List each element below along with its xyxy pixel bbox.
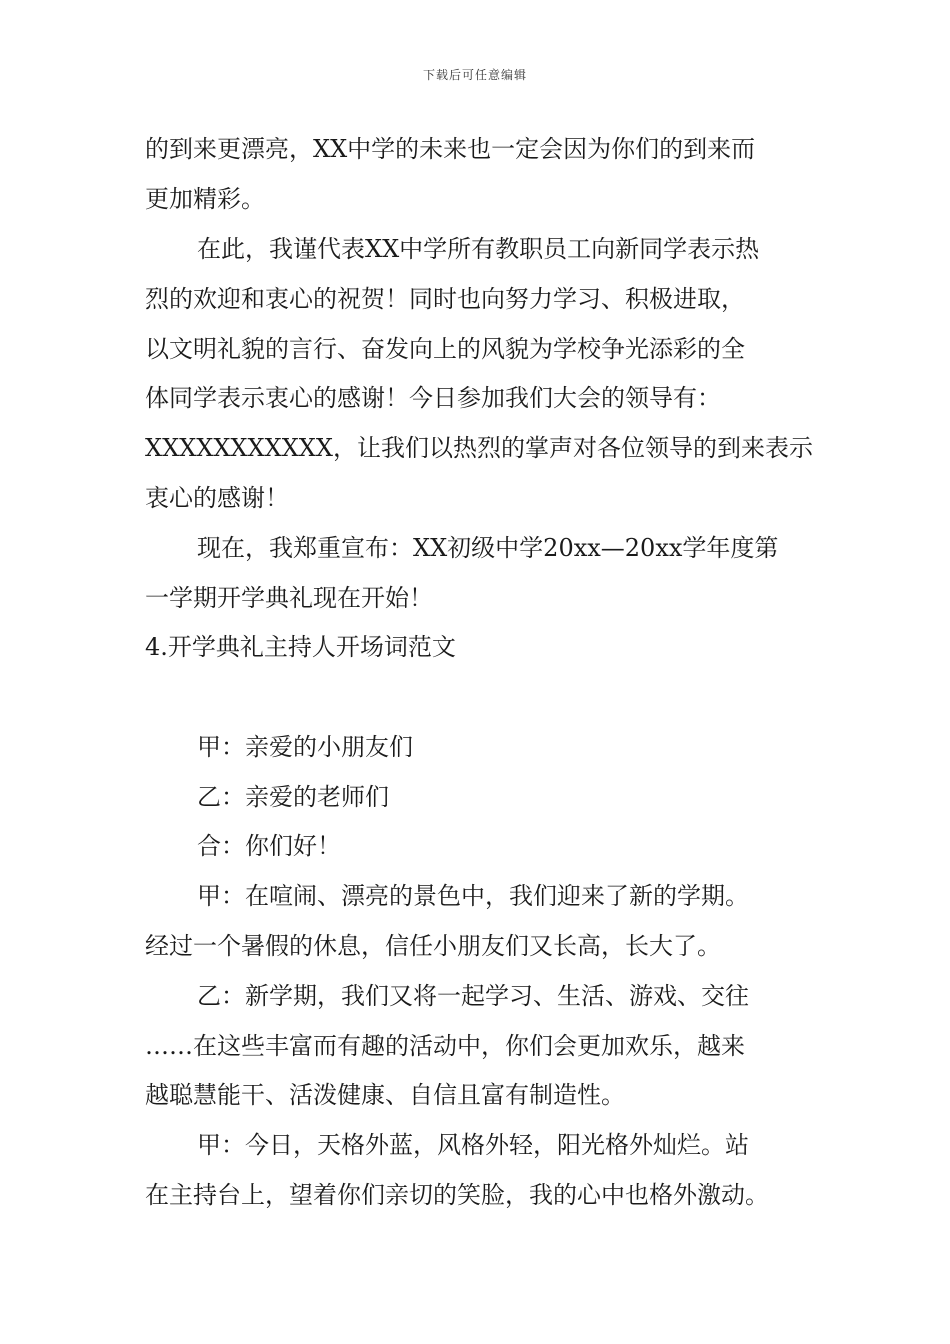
paragraph-line: 以文明礼貌的言行、奋发向上的风貌为学校争光添彩的全 bbox=[145, 335, 745, 363]
dialogue-line: 乙：新学期，我们又将一起学习、生活、游戏、交往 bbox=[197, 982, 749, 1010]
paragraph-line: 衷心的感谢！ bbox=[145, 484, 289, 512]
dialogue-line: 乙：亲爱的老师们 bbox=[197, 783, 389, 811]
section-heading: 4.开学典礼主持人开场词范文 bbox=[145, 633, 456, 661]
dialogue-line: 甲：今日，天格外蓝，风格外轻，阳光格外灿烂。站 bbox=[197, 1131, 749, 1159]
paragraph-line: XXXXXXXXXXX，让我们以热烈的掌声对各位领导的到来表示 bbox=[145, 434, 813, 462]
paragraph-line: 在此，我谨代表XX中学所有教职员工向新同学表示热 bbox=[197, 235, 760, 263]
dialogue-line: 合：你们好！ bbox=[197, 832, 341, 860]
paragraph-line: 烈的欢迎和衷心的祝贺！同时也向努力学习、积极进取， bbox=[145, 285, 745, 313]
paragraph-line: 一学期开学典礼现在开始！ bbox=[145, 584, 433, 612]
paragraph-line: 更加精彩。 bbox=[145, 185, 265, 213]
paragraph-line: 经过一个暑假的休息，信任小朋友们又长高，长大了。 bbox=[145, 932, 721, 960]
paragraph-line: 在主持台上，望着你们亲切的笑脸，我的心中也格外激动。 bbox=[145, 1181, 769, 1209]
paragraph-line: 体同学表示衷心的感谢！今日参加我们大会的领导有： bbox=[145, 384, 721, 412]
paragraph-line: ……在这些丰富而有趣的活动中，你们会更加欢乐，越来 bbox=[145, 1032, 745, 1060]
dialogue-line: 甲：在喧闹、漂亮的景色中，我们迎来了新的学期。 bbox=[197, 882, 749, 910]
dialogue-line: 甲：亲爱的小朋友们 bbox=[197, 733, 413, 761]
paragraph-line: 越聪慧能干、活泼健康、自信且富有制造性。 bbox=[145, 1081, 625, 1109]
page-header-note: 下载后可任意编辑 bbox=[422, 68, 527, 82]
paragraph-line: 的到来更漂亮，XX中学的未来也一定会因为你们的到来而 bbox=[145, 135, 756, 163]
paragraph-line: 现在，我郑重宣布：XX初级中学20xx—20xx学年度第 bbox=[197, 534, 779, 562]
